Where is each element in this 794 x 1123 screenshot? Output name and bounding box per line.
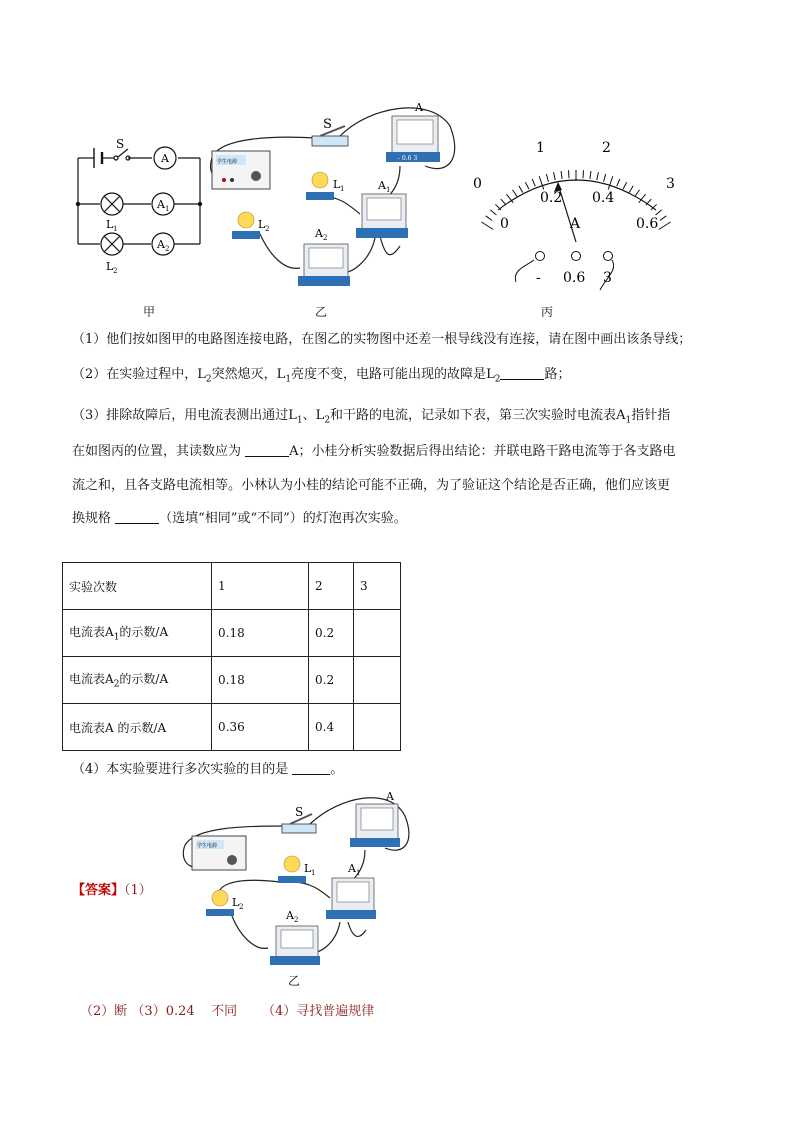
dial-tick [629, 186, 633, 193]
dial-tick [561, 171, 562, 179]
jia-ammeter-1-label: A [157, 198, 165, 211]
dial-tick [635, 190, 640, 197]
table-cell: 0.2 [309, 657, 354, 704]
answer-lamp-1-label: L [304, 862, 312, 875]
table-cell: 0.4 [309, 704, 354, 751]
physical-circuit-yi [200, 96, 470, 301]
answer-part-1: （1） [124, 883, 152, 898]
dial-tick [623, 182, 627, 189]
dial-tick [568, 170, 569, 178]
jia-ammeter-main-label: A [161, 152, 169, 165]
table-row-label: 电流表$A_1$的示数/A [63, 610, 212, 657]
table-cell: 0.18 [212, 657, 309, 704]
dial-lower-04: 0.4 [592, 190, 615, 206]
dial-tick [604, 174, 606, 182]
dial-tick [512, 190, 517, 197]
answer-header [72, 879, 152, 898]
dial-lower-02: 0.2 [540, 190, 563, 206]
dial-terminal-3: 3 [603, 270, 612, 286]
dial-tick [583, 170, 584, 178]
dial-tick [660, 216, 666, 221]
yi-ammeter-main-label: A [415, 101, 423, 114]
yi-ammeter-main-scale: - 0.6 3 [398, 155, 418, 162]
table-row-label: 电流表$A_2$的示数/A [63, 657, 212, 704]
dial-upper-2: 2 [602, 140, 611, 156]
yi-lamp-2-label: L [258, 218, 266, 231]
dial-tick [532, 179, 535, 186]
question-1: （1）他们按如图甲的电路图连接电路，在图乙的实物图中还差一根导线没有连接，请在图中画出该条导线； [72, 332, 692, 347]
dial-upper-3: 3 [666, 176, 675, 192]
question-3-line-2: 在如图丙的位置，其读数应为 A；小桂分析实验数据后得出结论：并联电路干路电流等于各支路电 [72, 444, 676, 459]
jia-lamp-2-sub: 2 [113, 267, 118, 275]
yi-lamp-1-label: L [333, 178, 341, 191]
dial-unit: A [570, 216, 581, 232]
ammeter-dial-bing [468, 132, 688, 297]
dial-upper-0: 0 [473, 176, 482, 192]
answer-part-3b: 不同 [211, 1004, 238, 1019]
question-3-line-4: 换规格 （选填“相同”或“不同”）的灯泡再次实验。 [72, 511, 407, 526]
dial-terminal-06: 0.6 [563, 270, 586, 286]
dial-lower-0: 0 [500, 216, 509, 232]
dial-terminal-minus: - [536, 270, 541, 286]
jia-lamp-1-label: L [106, 218, 114, 231]
dial-tick [519, 186, 523, 193]
dial-tick [590, 171, 591, 179]
dial-tick [490, 210, 496, 215]
table-cell: 0.18 [212, 610, 309, 657]
answer-lamp-2-sub: 2 [239, 903, 244, 911]
jia-ammeter-1-sub: 1 [165, 205, 170, 213]
answer-part-4: （4）寻找普遍规律 [261, 1004, 375, 1019]
circuit-diagram-jia [66, 134, 216, 284]
yi-lamp-1-sub: 1 [340, 185, 345, 193]
answer-part-2: （2）断 [80, 1004, 128, 1019]
yi-lamp-2-sub: 2 [265, 225, 270, 233]
table-header-row [63, 563, 401, 610]
answer-power-label: 学生电源 [197, 843, 218, 849]
yi-switch-label: S [323, 117, 332, 132]
answer-part-3: （3）0.24 [131, 1004, 195, 1019]
q3-spec-blank[interactable] [115, 509, 159, 524]
q3-reading-blank[interactable] [245, 442, 289, 457]
table-cell[interactable] [354, 610, 401, 657]
dial-tick [539, 176, 544, 189]
table-header-cell: 1 [212, 563, 309, 610]
yi-ammeter-2-label: A [315, 227, 323, 240]
table-row [63, 610, 401, 657]
table-cell[interactable] [354, 704, 401, 751]
dial-tick [486, 216, 492, 221]
dial-tick [656, 210, 662, 215]
answer-ammeter-2-sub: 2 [294, 916, 299, 924]
table-row [63, 657, 401, 704]
question-3-line-3: 流之和，且各支路电流相等。小林认为小桂的结论可能不正确，为了验证这个结论是否正确，他们应该更 [72, 478, 671, 493]
dial-tick [481, 222, 493, 230]
jia-lamp-1-sub: 1 [113, 225, 118, 233]
yi-ammeter-2-sub: 2 [323, 234, 328, 242]
yi-ammeter-1-label: A [378, 179, 386, 192]
figure-caption-yi: 乙 [315, 305, 328, 319]
dial-tick [597, 172, 599, 180]
answer-ammeter-1-sub: 1 [356, 869, 361, 877]
question-3-line-1: （3）排除故障后，用电流表测出通过$L_1$、$L_2$和干路的电流，记录如下表，第三次实验时电流表$A_1$指针指 [72, 408, 671, 426]
answer-lamp-1-sub: 1 [311, 869, 316, 877]
dial-upper-1: 1 [536, 140, 545, 156]
jia-switch-label: S [116, 137, 125, 151]
q2-answer-blank[interactable] [500, 365, 544, 380]
table-cell[interactable] [354, 657, 401, 704]
dial-tick [495, 204, 501, 210]
experiment-table [62, 562, 401, 751]
dial-lower-06: 0.6 [636, 216, 659, 232]
answer-figure-caption: 乙 [288, 974, 301, 988]
table-row [63, 704, 401, 751]
figure-caption-jia: 甲 [143, 305, 156, 319]
answer-physical-circuit [180, 786, 420, 986]
dial-tick [608, 176, 613, 189]
q4-answer-blank[interactable] [292, 760, 330, 775]
answer-ammeter-2-label: A [286, 909, 294, 922]
dial-tick [659, 222, 671, 230]
answer-tag: 【答案】 [72, 883, 125, 898]
jia-ammeter-2-label: A [157, 238, 165, 251]
table-header-cell: 实验次数 [63, 563, 212, 610]
yi-power-label: 学生电源 [217, 159, 238, 165]
answer-line-2 [80, 1000, 374, 1019]
dial-tick [525, 182, 529, 189]
table-cell: 0.36 [212, 704, 309, 751]
answer-switch-label: S [295, 805, 304, 819]
dial-tick [617, 179, 620, 186]
table-header-cell: 3 [354, 563, 401, 610]
answer-ammeter-main-label: A [386, 790, 394, 803]
jia-lamp-2-label: L [106, 260, 114, 273]
yi-ammeter-1-sub: 1 [386, 186, 391, 194]
table-row-label: 电流表A 的示数/A [63, 704, 212, 751]
jia-ammeter-2-sub: 2 [165, 245, 170, 253]
answer-lamp-2-label: L [232, 896, 240, 909]
question-2: （2）在实验过程中，$L_2$突然熄灭，$L_1$亮度不变，电路可能出现的故障是$L_2$ 路； [72, 367, 571, 385]
table-header-cell: 2 [309, 563, 354, 610]
dial-tick [546, 174, 548, 182]
answer-ammeter-1-label: A [348, 862, 356, 875]
question-4: （4）本实验要进行多次实验的目的是 。 [72, 762, 344, 777]
figure-caption-bing: 丙 [541, 305, 554, 319]
table-cell: 0.2 [309, 610, 354, 657]
dial-tick [554, 172, 556, 180]
